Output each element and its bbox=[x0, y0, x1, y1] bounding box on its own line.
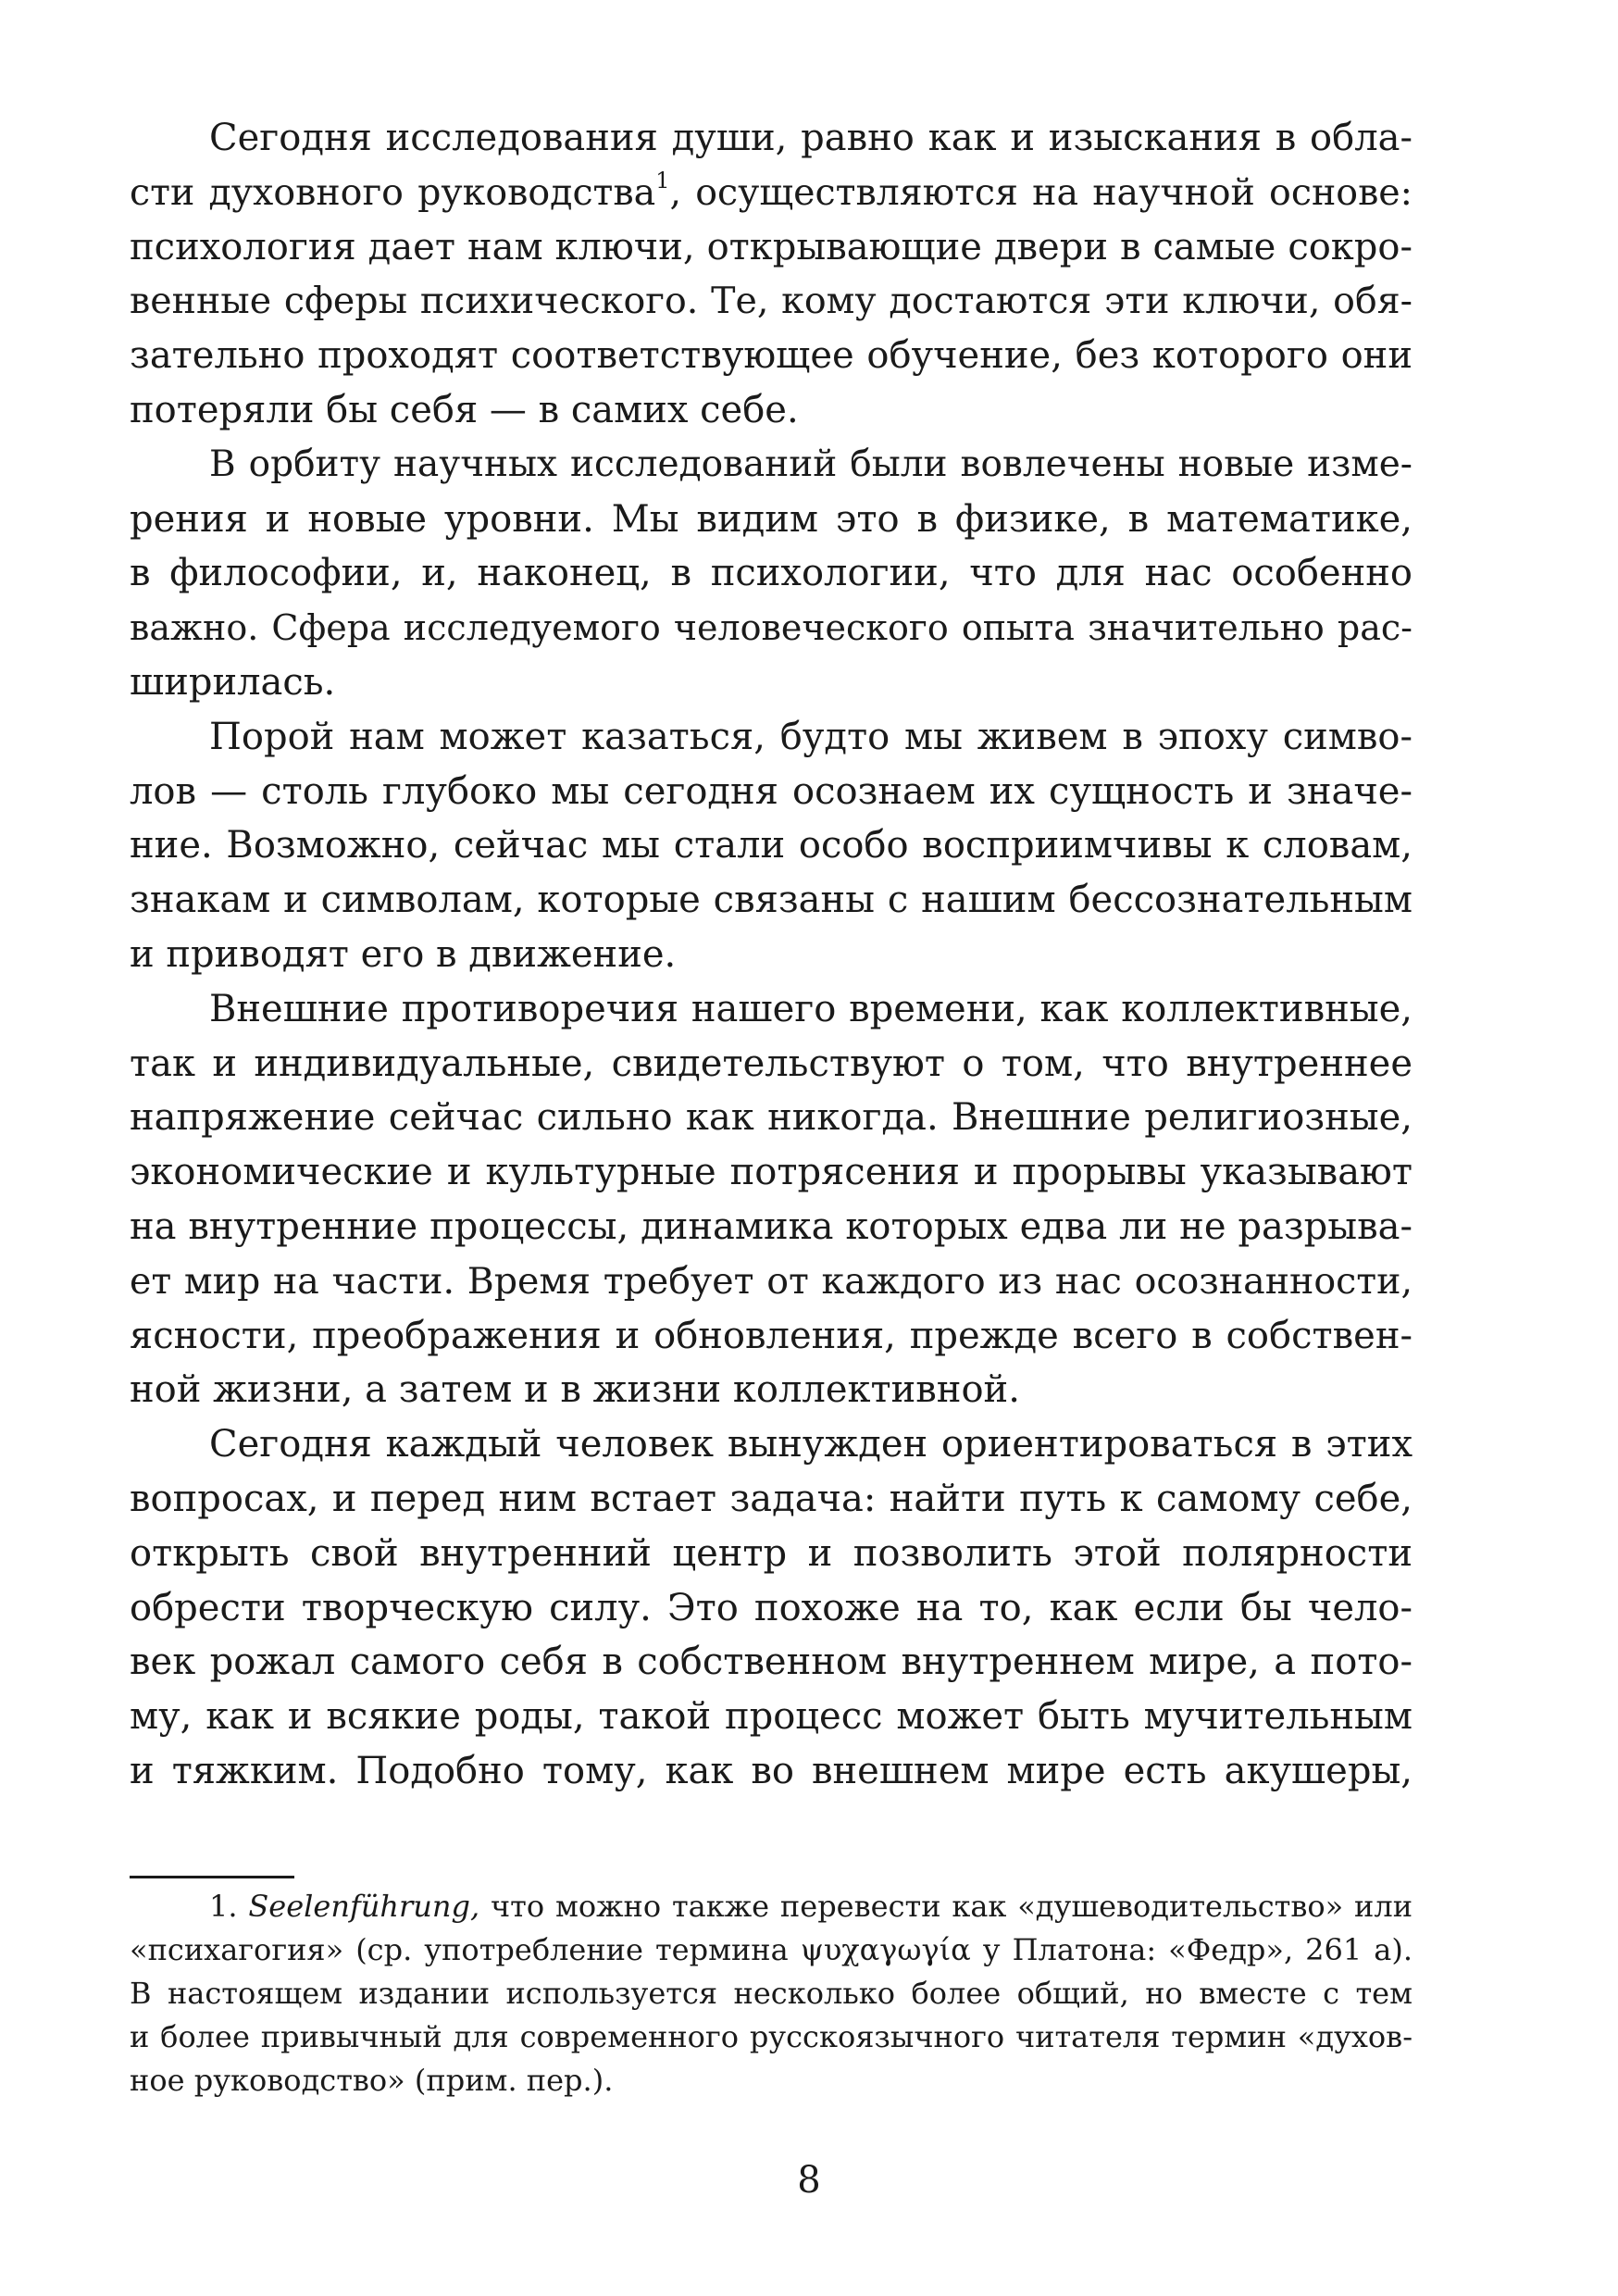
text-line: рения и новые уровни. Мы видим это в физике, в математике, bbox=[130, 497, 1413, 541]
footnote-reference[interactable]: 1 bbox=[655, 167, 670, 193]
text-fragment: сти духовного руководства bbox=[130, 170, 656, 214]
text-line: ет мир на части. Время требует от каждого из нас осознанности, bbox=[130, 1259, 1413, 1303]
text-line: экономические и культурные потрясения и прорывы указывают bbox=[130, 1151, 1413, 1194]
footnote-line: ное руководство» (прим. пер.). bbox=[130, 2063, 614, 2098]
text-line: и тяжким. Подобно тому, как во внешнем мире есть акушеры, bbox=[130, 1749, 1413, 1792]
text-line: зательно проходят соответствующее обучение, без которого они bbox=[130, 334, 1413, 378]
text-line: знакам и символам, которые связаны с нашим бессознательным bbox=[130, 879, 1413, 922]
text-line: Внешние противоречия нашего времени, как коллективные, bbox=[209, 987, 1413, 1030]
paragraph-5 bbox=[130, 1417, 1413, 1799]
text-line: Порой нам может казаться, будто мы живем в эпоху симво- bbox=[209, 715, 1413, 758]
text-line: век рожал самого себя в собственном внутреннем мире, а пото- bbox=[130, 1641, 1413, 1684]
footnote-text: что можно также перевести как «душеводительство» или bbox=[491, 1889, 1413, 1924]
footnote-divider bbox=[130, 1876, 294, 1878]
text-line: ширилась. bbox=[130, 660, 336, 704]
text-line: так и индивидуальные, свидетельствуют о том, что внутреннее bbox=[130, 1042, 1413, 1085]
text-line: му, как и всякие роды, такой процесс может быть мучительным bbox=[130, 1695, 1413, 1739]
footnote-line: В настоящем издании используется несколько более общий, но вместе с тем bbox=[130, 1976, 1413, 2011]
text-line: ной жизни, а затем и в жизни коллективной. bbox=[130, 1368, 1020, 1412]
text-line: напряжение сейчас сильно как никогда. Внешние религиозные, bbox=[130, 1096, 1413, 1140]
text-line: вопросах, и перед ним встает задача: найти путь к самому себе, bbox=[130, 1477, 1413, 1520]
footnote bbox=[130, 1885, 1413, 2103]
text-line: венные сферы психического. Те, кому достаются эти ключи, обя- bbox=[130, 280, 1413, 323]
paragraph-4 bbox=[130, 982, 1413, 1417]
text-line: Сегодня исследования души, равно как и изыскания в обла- bbox=[209, 117, 1413, 159]
text-line: обрести творческую силу. Это похоже на то, как если бы чело- bbox=[130, 1586, 1413, 1629]
paragraph-1 bbox=[130, 111, 1413, 438]
text-line: психология дает нам ключи, открывающие двери в самые сокро- bbox=[130, 225, 1413, 268]
page-number: 8 bbox=[797, 2159, 821, 2202]
body-text bbox=[130, 111, 1413, 1799]
text-line: В орбиту научных исследований были вовлечены новые изме- bbox=[209, 443, 1413, 485]
footnote-number: 1. bbox=[209, 1889, 238, 1924]
footnote-line: «психагогия» (ср. употребление термина ψυχαγωγία у Платона: «Федр», 261 a). bbox=[130, 1932, 1413, 1967]
text-line-with-footnote-ref bbox=[130, 166, 1413, 220]
text-line: потеряли бы себя — в самих себе. bbox=[130, 388, 799, 431]
text-line: открыть свой внутренний центр и позволить этой полярности bbox=[130, 1531, 1413, 1575]
text-line: ясности, преображения и обновления, прежде всего в собствен- bbox=[130, 1314, 1413, 1357]
text-line: Сегодня каждый человек вынужден ориентироваться в этих bbox=[209, 1423, 1413, 1466]
text-line: лов — столь глубоко мы сегодня осознаем их сущность и значе- bbox=[130, 769, 1413, 813]
paragraph-3 bbox=[130, 710, 1413, 982]
paragraph-2 bbox=[130, 438, 1413, 710]
text-line: ние. Возможно, сейчас мы стали особо восприимчивы к словам, bbox=[130, 824, 1413, 867]
text-line: и приводят его в движение. bbox=[130, 932, 677, 976]
text-fragment: , осуществляются на научной основе: bbox=[669, 170, 1413, 214]
text-line: важно. Сфера исследуемого человеческого опыта значительно рас- bbox=[130, 607, 1413, 649]
text-line: на внутренние процессы, динамика которых едва ли не разрыва- bbox=[130, 1204, 1413, 1248]
footnote-line bbox=[130, 1885, 1413, 1928]
footnote-line: и более привычный для современного русскоязычного читателя термин «духов- bbox=[130, 2019, 1413, 2054]
text-line: в философии, и, наконец, в психологии, что для нас особенно bbox=[130, 552, 1413, 595]
footnote-term: Seelenführung, bbox=[248, 1889, 480, 1924]
